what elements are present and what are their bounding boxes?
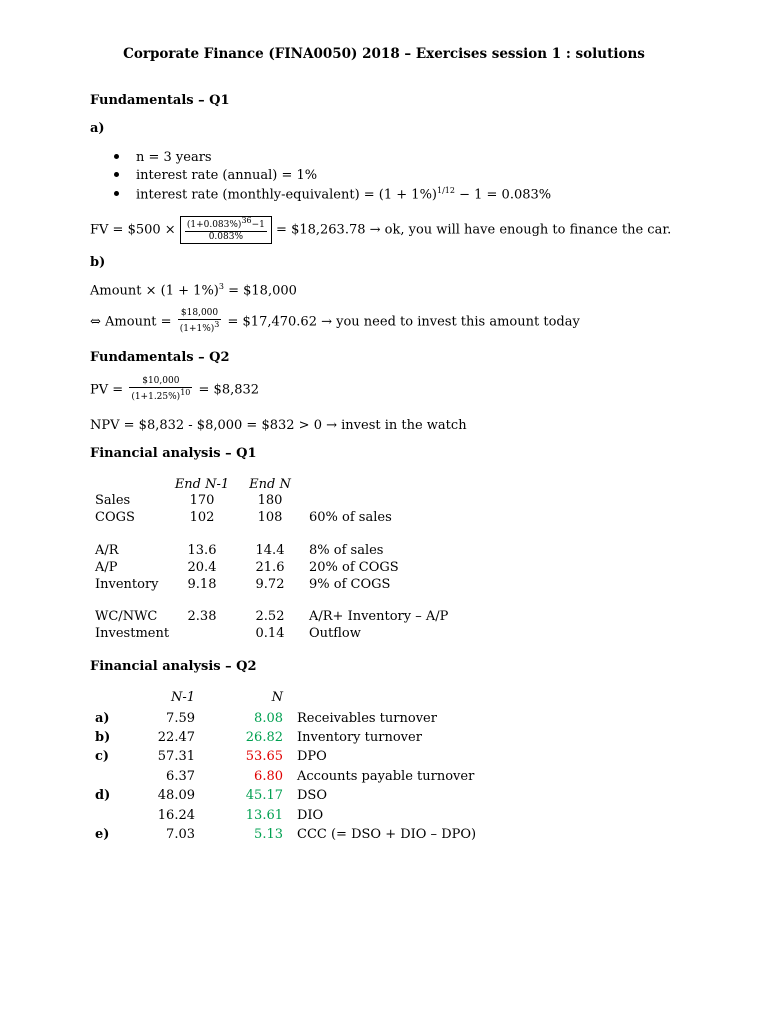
row-label: A/P xyxy=(95,560,118,575)
fundamentals-q1-heading: Fundamentals – Q1 xyxy=(90,93,230,108)
row-label: e) xyxy=(95,827,110,842)
value-n: 8.08 xyxy=(254,711,283,726)
row-note: A/R+ Inventory – A/P xyxy=(309,609,449,624)
value-end-n-1: 13.6 xyxy=(187,543,217,558)
row-label: b) xyxy=(95,730,111,745)
row-label: Investment xyxy=(95,626,170,641)
value-end-n: 108 xyxy=(257,510,283,525)
value-end-n: 14.4 xyxy=(255,543,285,558)
value-n: 5.13 xyxy=(254,827,283,842)
value-end-n: 21.6 xyxy=(255,560,285,575)
value-end-n-1: 102 xyxy=(189,510,215,525)
row-note: 20% of COGS xyxy=(309,560,399,575)
row-note: 8% of sales xyxy=(309,543,384,558)
bullet-item: interest rate (annual) = 1% xyxy=(114,168,317,183)
value-n-1: 7.59 xyxy=(166,711,195,726)
amount-equation: Amount × $(1 + 1\%)^3$ = $18,000 xyxy=(90,282,297,299)
row-description: Accounts payable turnover xyxy=(297,769,475,784)
value-n-1: 6.37 xyxy=(166,769,195,784)
row-description: DIO xyxy=(297,808,324,823)
row-note: 60% of sales xyxy=(309,510,392,525)
bullet-icon xyxy=(114,191,119,196)
document-title: Corporate Finance (FINA0050) 2018 – Exercises session 1 : solutions xyxy=(123,46,645,62)
column-header: End N xyxy=(249,477,291,492)
value-n-1: 22.47 xyxy=(157,730,195,745)
row-description: Receivables turnover xyxy=(297,711,437,726)
row-label: WC/NWC xyxy=(95,609,158,624)
value-end-n: 9.72 xyxy=(255,577,285,592)
row-description: DPO xyxy=(297,749,327,764)
row-label: d) xyxy=(95,788,111,803)
value-n-1: 7.03 xyxy=(166,827,195,842)
value-end-n: 0.14 xyxy=(255,626,285,641)
row-note: Outflow xyxy=(309,626,361,641)
bullet-icon xyxy=(114,172,119,177)
row-label: Inventory xyxy=(95,577,159,592)
value-end-n: 180 xyxy=(257,493,283,508)
row-label: a) xyxy=(95,711,110,726)
value-end-n-1: 9.18 xyxy=(187,577,217,592)
fundamentals-q2-heading: Fundamentals – Q2 xyxy=(90,350,230,365)
amount-solution: ⇔ Amount = $\frac{\$18,000}{(1+1\%)^3}$ = $17,470.62 → you need to invest this amount today xyxy=(90,308,580,335)
value-end-n: 2.52 xyxy=(255,609,285,624)
financial-analysis-q1-heading: Financial analysis – Q1 xyxy=(90,446,257,461)
row-note: 9% of COGS xyxy=(309,577,391,592)
fv-bracket xyxy=(180,216,272,244)
bullet-item: interest rate (monthly-equivalent) = $(1 + 1\%)^{1/12} - 1 = 0.083\%$ xyxy=(114,186,551,202)
row-description: CCC (= DSO + DIO – DPO) xyxy=(297,827,477,842)
value-n: 6.80 xyxy=(254,769,283,784)
fv-fraction: $\frac{(1+0.083\%)^{36}-1}{0.083\%}$ xyxy=(186,216,265,243)
value-n: 26.82 xyxy=(245,730,283,745)
value-n-1: 16.24 xyxy=(157,808,195,823)
row-label: COGS xyxy=(95,510,135,525)
column-header: N xyxy=(271,690,283,705)
row-description: Inventory turnover xyxy=(297,730,422,745)
value-end-n-1: 20.4 xyxy=(187,560,217,575)
pv-formula: PV = $\frac{\$10,000}{(1+1.25\%)^{10}}$ = $8,832 xyxy=(90,376,260,403)
row-description: DSO xyxy=(297,788,327,803)
value-end-n-1: 170 xyxy=(189,493,215,508)
pv-fraction: $\frac{\$10,000}{(1+1.25\%)^{10}}$ xyxy=(131,376,191,403)
row-label: Sales xyxy=(95,493,131,508)
value-end-n-1: 2.38 xyxy=(187,609,217,624)
npv-line: NPV = $8,832 - $8,000 = $832 > 0 → invest in the watch xyxy=(90,418,467,433)
row-label: A/R xyxy=(95,543,119,558)
column-header: End N-1 xyxy=(174,477,230,492)
value-n: 53.65 xyxy=(245,749,283,764)
value-n-1: 48.09 xyxy=(157,788,195,803)
column-header: N-1 xyxy=(170,690,195,705)
fv-formula: FV = $500 × $\frac{(1+0.083\%)^{36}-1}{0.083\%}$ = $18,263.78 → ok, you will have enough to finance the car. xyxy=(90,216,672,243)
amount-fraction: $\frac{\$18,000}{(1+1\%)^3}$ xyxy=(179,308,220,335)
part-a-label: a) xyxy=(90,121,105,136)
value-n: 13.61 xyxy=(245,808,283,823)
value-n: 45.17 xyxy=(245,788,283,803)
bullet-icon xyxy=(114,154,119,159)
financial-analysis-q2-heading: Financial analysis – Q2 xyxy=(90,659,257,674)
value-n-1: 57.31 xyxy=(157,749,195,764)
row-label: c) xyxy=(95,749,110,764)
part-b-label: b) xyxy=(90,255,106,270)
bullet-item: n = 3 years xyxy=(114,150,212,165)
